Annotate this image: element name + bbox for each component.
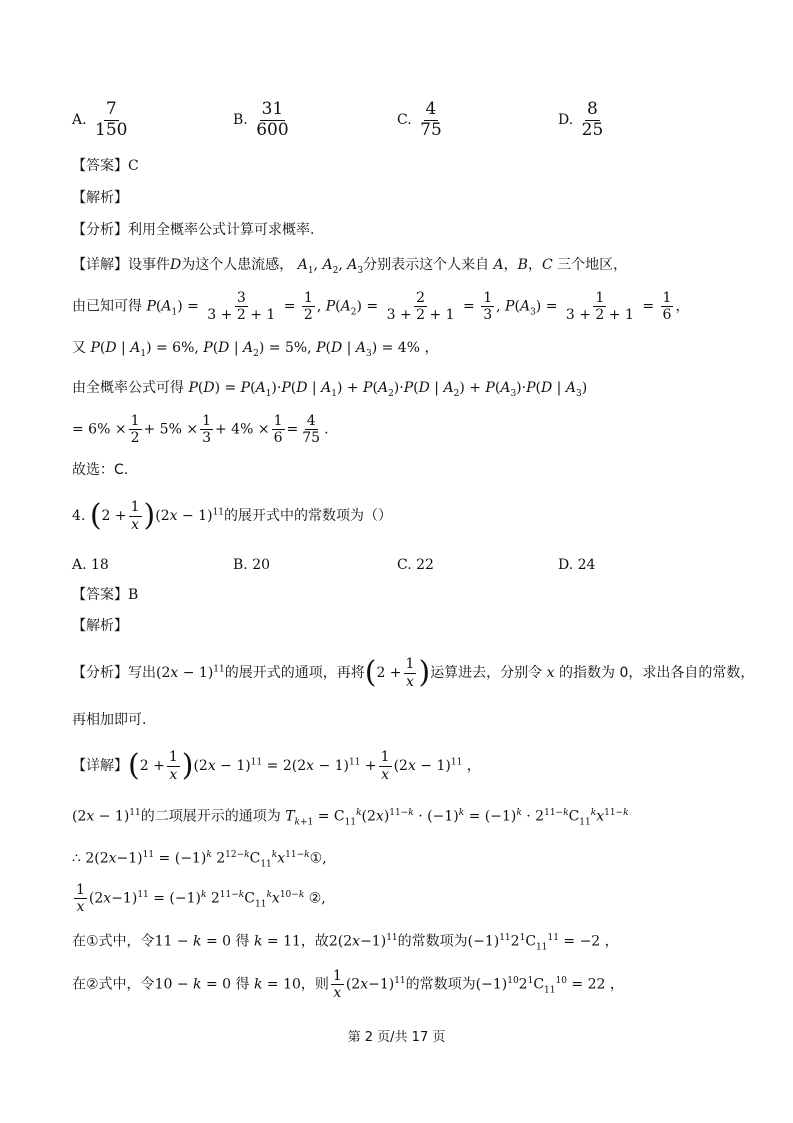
option-label: A.: [72, 112, 87, 129]
question-number: 4.: [72, 508, 86, 524]
text: 由已知可得: [72, 298, 142, 315]
text: 的指数为 0，求出各自的常数，: [559, 665, 755, 681]
q4-stem: 4. (2 + $\frac{1}{x}$ )$(2x - 1)^{11}$的展开式中的常数项为（）: [72, 498, 392, 533]
stem-text: 的展开式中的常数项为（）: [224, 508, 392, 524]
q4-general-term: $(2x - 1)^{11}$的二项展开示的通项为 $T_{k+1} = C_{11}^k(2x)^{11-k} \cdot (-1)^k = (-1)^k \cdot 2^{11-k}C_{11}^kx^{11-k}$: [72, 808, 629, 828]
q3-line-given: 由已知可得 $P(A_1)$ = $\frac{3}{3 + 2 + 1}$ = $\frac{1}{2}$ , $P(A_2)$ = $\frac{2}{3 + 2 + 1}$ = $\frac{1}{3}$ , $P(A_3)$ = $\frac{1}{3 + 2 + 1}$ = $\frac{1}{6}$ ，: [72, 290, 690, 324]
denominator: 600: [256, 119, 289, 140]
text: 的二项展开示的通项为: [140, 808, 281, 825]
q3-xiangjie: 【详解】设事件D为这个人患流感， $A_1$, $A_2$, $A_3$分别表示这个人来自 A，B，C 三个地区，: [72, 257, 628, 276]
q3-analysis-tag: 【解析】: [72, 190, 128, 206]
q3-option-d: [558, 100, 607, 140]
q3-option-a: [72, 100, 131, 140]
text: 由全概率公式可得: [72, 380, 184, 396]
text: 得: [235, 933, 250, 950]
text: 写出: [128, 665, 156, 681]
q4-fenxi-2: 再相加即可.: [72, 712, 147, 728]
numerator: 31: [261, 99, 284, 119]
fenxi-text: 利用全概率公式计算可求概率.: [128, 222, 315, 238]
q3-line-cond: 又 P(D | $A_1) = 6\%$, P(D | $A_2) = 5\%$, P(D | $A_3) = 4\%$ ，: [72, 340, 439, 359]
numerator: 7: [105, 99, 117, 119]
q3-line-total: 由全概率公式可得 $P(D) = P(A_1)\cdot P(D$ | $A_1) + P(A_2)\cdot P(D$ | $A_2) + P(A_3)\cdot P(D$ | $A_3$): [72, 380, 588, 399]
text: 设事件: [128, 257, 170, 273]
q4-analysis-tag: 【解析】: [72, 618, 128, 634]
option-label: C.: [397, 112, 412, 129]
q3-fenxi: [72, 222, 314, 239]
option-label: B.: [233, 112, 248, 129]
q3-option-b: [233, 100, 293, 140]
denominator: 150: [95, 119, 128, 140]
text: ，则: [300, 976, 329, 993]
answer-tag: 【答案】: [72, 158, 128, 174]
q4-eq1: ∴ $2(2x-1)^{11} = (-1)^k$ $2^{12-k}C_{11}^kx^{11-k}①$,: [72, 850, 327, 870]
q4-option-a: A. 18: [72, 557, 109, 573]
q3-answer: [72, 158, 139, 175]
option-label: D.: [558, 112, 574, 129]
fenxi-tag: 【分析】: [72, 222, 128, 238]
q3-choose: 故选：C.: [72, 462, 129, 478]
text: 分别表示这个人来自: [363, 257, 490, 273]
q4-case1: 在①式中，令11 − k = 0 得 k = 11，故$2(2x-1)^{11}$的常数项为$(-1)^{11}2^1C_{11}^{11} = -2$ ，: [72, 933, 619, 953]
q3-option-c: [397, 100, 446, 140]
q4-option-d: D. 24: [558, 557, 596, 573]
text: 的常数项为: [405, 976, 476, 993]
numerator: 8: [587, 99, 598, 119]
text: 的常数项为: [397, 933, 468, 950]
answer-tag: 【答案】: [72, 587, 128, 603]
answer-value: C: [128, 158, 139, 174]
q4-case2: 在②式中，令10 − k = 0 得 k = 10，则 $\frac{1}{x}$ $(2x-1)^{11}$的常数项为$(-1)^{10}2^1C_{11}^{10} = 22$ ，: [72, 968, 624, 1002]
text: 在①式中，令: [72, 933, 155, 950]
text: 得: [235, 976, 250, 993]
denominator: 75: [420, 119, 442, 140]
denominator: 25: [581, 119, 604, 140]
q4-fenxi: 【分析】写出$(2x - 1)^{11}$的展开式的通项，再将(2 + $\frac{1}{x}$ )运算进去，分别令 x 的指数为 0，求出各自的常数，: [72, 655, 755, 690]
xiangjie-tag: 【详解】: [72, 758, 128, 774]
text: 三个地区，: [557, 257, 628, 273]
q4-answer: [72, 587, 138, 604]
q4-option-b: B. 20: [233, 557, 271, 573]
xiangjie-tag: 【详解】: [72, 257, 128, 273]
text: ，故: [300, 933, 329, 950]
page-footer: 第 2 页/共 17 页: [347, 1030, 446, 1045]
q4-option-c: C. 22: [397, 557, 434, 573]
text: 运算进去，分别令: [430, 665, 543, 681]
q4-eq2: $\frac{1}{x}$ $(2x-1)^{11} = (-1)^k$ $2^{11-k}C_{11}^kx^{10-k}$ ②,: [76, 882, 326, 916]
numerator: 4: [425, 99, 437, 119]
q4-xiangjie: 【详解】(2 + $\frac{1}{x}$ )$(2x - 1)^{11} = 2(2x - 1)^{11}$ + $\frac{1}{x}$ $(2x - 1)^{11}$ ，: [72, 748, 481, 783]
text: 在②式中，令: [72, 976, 155, 993]
q3-line-result: = 6% × $\frac{1}{2}$ + 5% × $\frac{1}{3}$ + 4% × $\frac{1}{6}$ = $\frac{4}{75}$ .: [72, 413, 329, 447]
text: 又: [72, 340, 86, 356]
text: 为这个人患流感，: [181, 257, 294, 273]
fenxi-tag: 【分析】: [72, 665, 128, 681]
answer-value: B: [128, 587, 139, 603]
text: 的展开式的通项，再将: [224, 665, 365, 681]
